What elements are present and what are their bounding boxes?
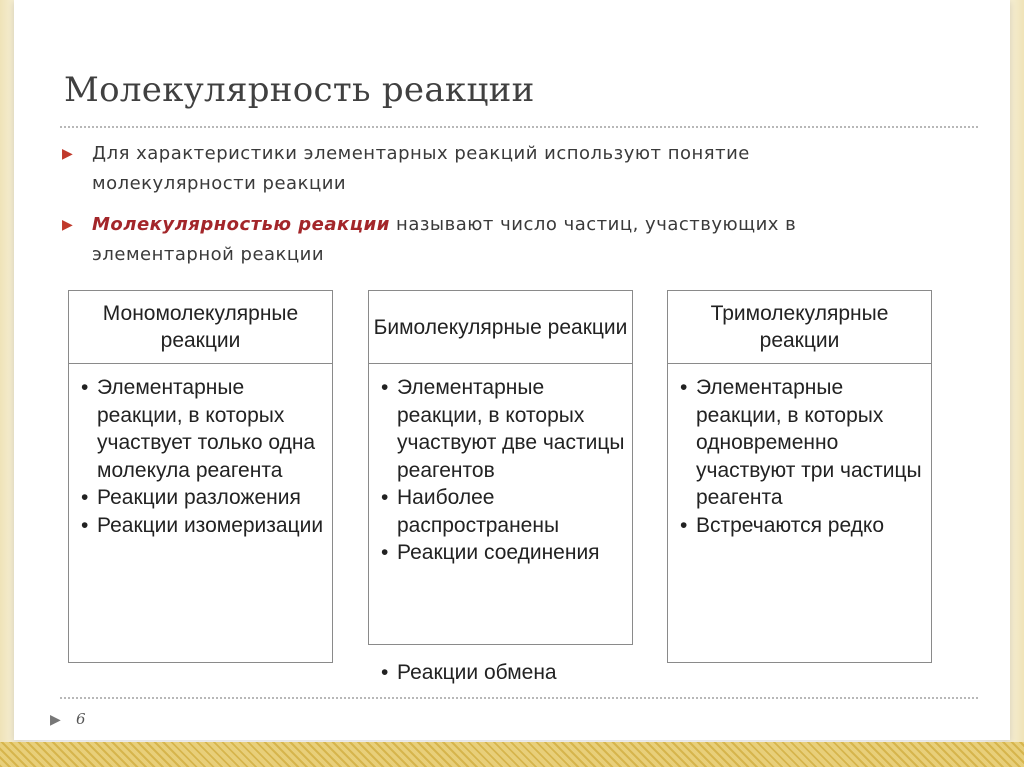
list-item: • Элементарные реакции, в которых одновременно участвуют три частицы реагента bbox=[680, 376, 922, 509]
list-item: • Встречаются редко bbox=[668, 512, 931, 540]
column-header: Бимолекулярные реакции bbox=[369, 291, 632, 364]
column-trimolecular bbox=[667, 290, 932, 663]
column-bimolecular bbox=[368, 290, 633, 645]
column-header: Тримолекулярные реакции bbox=[668, 291, 931, 364]
list-item: • Элементарные реакции, в которых участвуют две частицы реагентов bbox=[381, 376, 625, 482]
highlighted-term: Молекулярностью реакции bbox=[92, 214, 390, 235]
bullet-dot: • bbox=[381, 486, 389, 509]
definition-text: называют число частиц, участвующих в элементарной реакции bbox=[92, 214, 797, 265]
triangle-right-icon: ▶ bbox=[50, 712, 61, 728]
bullet-dot: • bbox=[81, 376, 89, 399]
bullet-text: Для характеристики элементарных реакций используют понятие молекулярности реакции bbox=[92, 143, 750, 194]
bullet-dot: • bbox=[381, 661, 389, 684]
triangle-right-icon: ▶ bbox=[62, 217, 74, 233]
slide-title: Молекулярность реакции bbox=[64, 70, 535, 110]
column-body bbox=[668, 364, 931, 662]
bullet-dot: • bbox=[680, 376, 688, 399]
list-item: • Элементарные реакции, в которых участвует только одна молекула реагента bbox=[81, 376, 316, 482]
column-header: Мономолекулярные реакции bbox=[69, 291, 332, 364]
page-number: 6 bbox=[76, 710, 86, 728]
bullet-dot: • bbox=[381, 376, 389, 399]
bullet-dot: • bbox=[81, 486, 89, 509]
column-body bbox=[369, 364, 632, 644]
column-monomolecular bbox=[68, 290, 333, 663]
list-item: • Реакции соединения bbox=[369, 539, 632, 567]
bullet-dot: • bbox=[81, 513, 89, 537]
list-item: • Реакции разложения bbox=[69, 484, 332, 512]
triangle-right-icon: ▶ bbox=[62, 146, 74, 162]
decorative-stripe bbox=[0, 742, 1024, 767]
bullet-text bbox=[92, 210, 872, 270]
footer-divider bbox=[60, 697, 978, 699]
bullet-dot: • bbox=[381, 541, 389, 564]
bullet-dot: • bbox=[680, 513, 688, 537]
list-item: • Реакции обмена bbox=[369, 659, 697, 687]
title-divider bbox=[60, 126, 978, 128]
list-item: • Реакции изомеризации bbox=[69, 512, 332, 540]
list-item: • Наиболее распространены bbox=[381, 486, 560, 537]
column-body bbox=[69, 364, 332, 662]
